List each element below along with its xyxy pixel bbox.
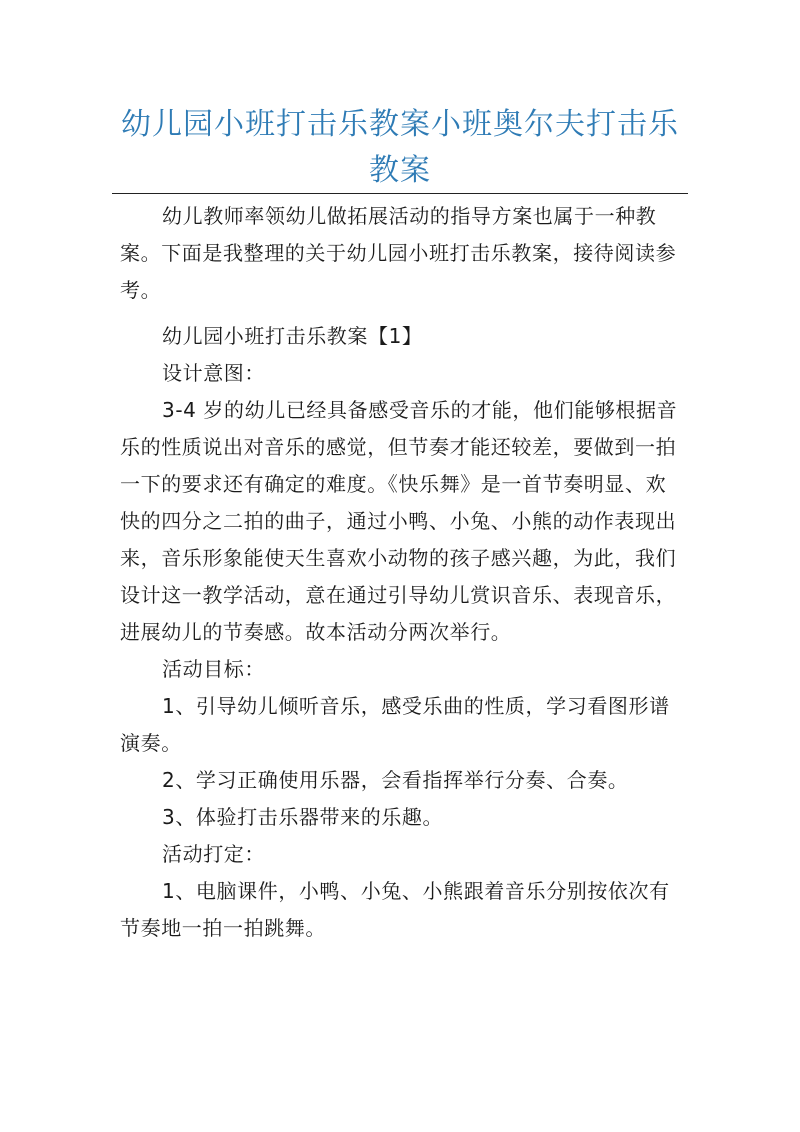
paragraph-design-intent: 3-4 岁的幼儿已经具备感受音乐的才能，他们能够根据音乐的性质说出对音乐的感觉，但节奏才能还较差，要做到一拍一下的要求还有确定的难度。《快乐舞》是一首节奏明显、欢快的四分之二拍的曲子，通过小鸭、小兔、小熊的动作表现出来，音乐形象能使天生喜欢小动物的孩子感兴趣，为此，我们设计这一教学活动，意在通过引导幼儿赏识音乐、表现音乐，进展幼儿的节奏感。故本活动分两次举行。: [120, 398, 678, 644]
heading-activity-prep: 活动打定：: [162, 842, 265, 866]
goal-item-3: 3、体验打击乐器带来的乐趣。: [162, 805, 444, 829]
goal-item-1: 1、引导幼儿倾听音乐，感受乐曲的性质，学习看图形谱演奏。: [120, 694, 670, 755]
prep-item-1: 1、电脑课件，小鸭、小兔、小熊跟着音乐分别按依次有节奏地一拍一拍跳舞。: [120, 879, 670, 940]
document-body: [120, 198, 685, 947]
goal-item-2: 2、学习正确使用乐器，会看指挥举行分奏、合奏。: [162, 768, 629, 792]
heading-design-intent: 设计意图：: [162, 361, 265, 385]
title-divider: [112, 193, 688, 194]
heading-activity-goals: 活动目标：: [162, 657, 265, 681]
document-title: 幼儿园小班打击乐教案小班奥尔夫打击乐教案: [121, 107, 679, 188]
paragraph-intro: 幼儿教师率领幼儿做拓展活动的指导方案也属于一种教案。下面是我整理的关于幼儿园小班打击乐教案，接待阅读参考。: [120, 204, 677, 302]
section-heading: 幼儿园小班打击乐教案【1】: [162, 324, 423, 348]
